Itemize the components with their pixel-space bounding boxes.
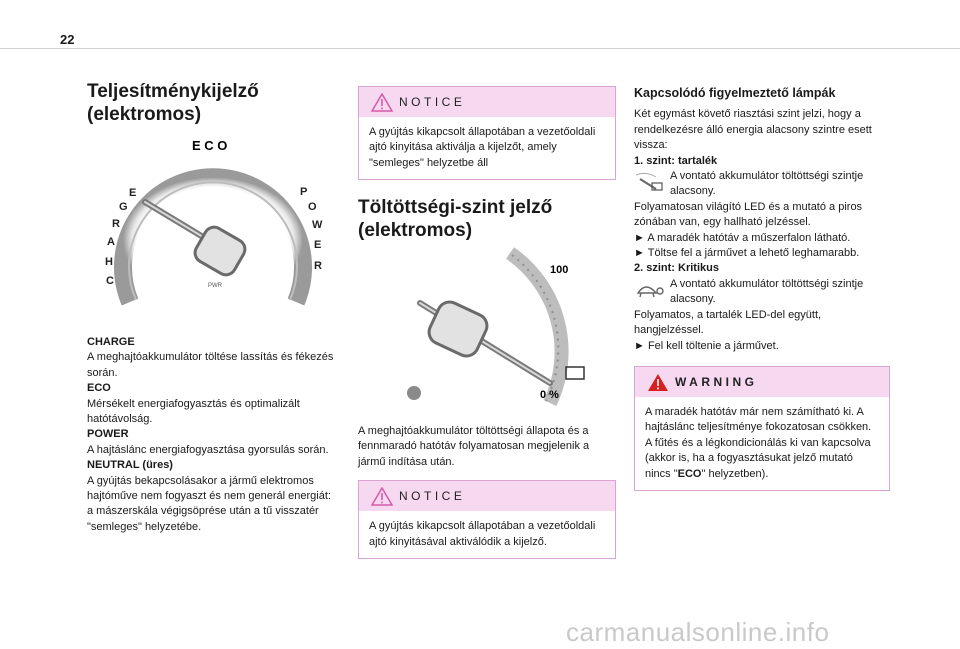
charge-level-gauge-illustration <box>400 243 600 415</box>
power-term: POWER <box>87 428 129 441</box>
intro-text: Két egymást követő riasztási szint jelzi, hogy a rendelkezésre álló energia alacsony szintre esett vissza: <box>634 108 872 152</box>
warning-text-2b: " helyzetben). <box>701 467 769 480</box>
warning-lamps-heading: Kapcsolódó figyelmeztető lámpák <box>634 86 836 100</box>
level2-icon-line1: A vontató akkumulátor töltöttségi szintje <box>670 277 864 290</box>
column-warning-lamps <box>634 86 890 491</box>
warning-triangle-icon <box>371 93 393 112</box>
charge-letter: A <box>107 236 115 248</box>
warning-text-1: A maradék hatótáv már nem számítható ki. A hajtáslánc teljesítménye fokozatosan csökken. <box>645 405 872 434</box>
charge-term: CHARGE <box>87 336 135 348</box>
watermark: carmanualsonline.info <box>566 617 830 647</box>
level2-title: 2. szint: Kritikus <box>634 262 719 275</box>
level2-text: Folyamatos, a tartalék LED-del együtt, hangjelzéssel. <box>634 308 822 337</box>
level1-icon-row <box>634 169 890 200</box>
eco-label: E C O <box>192 138 228 153</box>
warning-body <box>635 397 889 490</box>
notice-header <box>359 87 615 117</box>
indicator-led <box>407 386 421 400</box>
notice-text: A gyújtás kikapcsolt állapotában a vezetőoldali ajtó kinyitásával aktiválódik a kijelző. <box>369 520 596 548</box>
turtle-icon <box>632 279 666 301</box>
title-line-1: Teljesítménykijelző <box>87 81 259 102</box>
level2-icon-line2: alacsony. <box>670 293 716 306</box>
power-gauge-illustration <box>100 132 326 318</box>
level1-icon-line2: alacsony. <box>670 185 716 198</box>
power-letter: R <box>314 260 322 272</box>
neutral-desc: A gyújtás bekapcsolásakor a jármű elektromos hajtóműve nem fogyaszt és nem generál energiát: a mászerskála végigsöprése után a tű visszatér "semleges" helyzetébe. <box>87 474 331 533</box>
level1-bullet-2: ► Töltse fel a járművet a lehető leghamarabb. <box>634 247 860 260</box>
power-letter: O <box>308 201 317 213</box>
warning-text-2 <box>645 436 879 482</box>
warning-title: WARNING <box>675 374 758 389</box>
notice-header <box>359 481 615 511</box>
charge-letter: E <box>129 187 137 199</box>
battery-reserve-icon <box>632 169 666 195</box>
notice-title: NOTICE <box>399 95 466 109</box>
power-desc: A hajtáslánc energiafogyasztása gyorsulás során. <box>87 443 329 456</box>
charge-letter: C <box>106 275 114 287</box>
power-letter: W <box>312 219 323 231</box>
pwr-label: PWR <box>208 283 222 289</box>
notice-title: NOTICE <box>399 489 466 504</box>
charge-letter: H <box>105 256 113 268</box>
section-title-power <box>87 80 337 126</box>
title-line-2: (elektromos) <box>358 220 473 242</box>
eco-term: ECO <box>87 382 111 395</box>
warning-icon <box>647 373 669 392</box>
warning-triangle-icon <box>371 487 393 506</box>
level1-bullet-1: ► A maradék hatótáv a műszerfalon látható. <box>634 231 851 244</box>
power-letter: P <box>300 186 308 198</box>
notice-box-2 <box>358 480 616 559</box>
level2-icon-row <box>634 277 890 308</box>
warning-box <box>634 366 890 491</box>
section-title-charge <box>358 196 616 242</box>
warning-header <box>635 367 889 397</box>
gauge-max-label: 100 <box>550 264 569 276</box>
eco-desc: Mérsékelt energiafogyasztás és optimalizált hatótávolság. <box>87 397 300 426</box>
power-letter: E <box>314 239 322 251</box>
battery-icon <box>566 367 584 379</box>
warning-text-eco: ECO <box>677 467 702 480</box>
level1-text: Folyamatosan világító LED és a mutató a piros zónában van, egy hallható jelzéssel. <box>634 200 863 229</box>
page-number: 22 <box>60 32 75 47</box>
notice-text: A gyújtás kikapcsolt állapotában a vezetőoldali ajtó kinyitása aktiválja a kijelzőt, amely "semleges" helyzetbe áll <box>369 126 596 169</box>
charge-level-desc: A meghajtóakkumulátor töltöttségi állapota és a fennmaradó hatótáv folyamatosan megjelenik a jármű indítása után. <box>358 425 590 468</box>
charge-desc: A meghajtóakkumulátor töltése lassítás és fékezés során. <box>87 351 334 379</box>
title-line-1: Töltöttségi-szint jelző <box>358 197 553 219</box>
gauge-min-label: 0 % <box>540 389 559 401</box>
charge-letter: R <box>112 218 120 230</box>
header-divider <box>0 48 960 49</box>
title-line-2: (elektromos) <box>87 104 202 125</box>
charge-level-description-block <box>358 424 616 559</box>
level2-bullet: ► Fel kell töltenie a járművet. <box>634 339 779 352</box>
gauge-legend <box>87 335 337 535</box>
level1-title: 1. szint: tartalék <box>634 154 718 167</box>
column-power-indicator <box>87 80 337 126</box>
level1-icon-line1: A vontató akkumulátor töltöttségi szintje <box>670 170 864 183</box>
column-charge-level <box>358 80 616 242</box>
warning-text-2a: A fűtés és a légkondicionálás ki van kapcsolva (akkor is, ha a fogyasztásukat jelző mutató nincs " <box>645 436 871 480</box>
notice-box-1 <box>358 86 616 180</box>
charge-letter: G <box>119 201 128 213</box>
neutral-term: NEUTRAL (üres) <box>87 459 173 472</box>
